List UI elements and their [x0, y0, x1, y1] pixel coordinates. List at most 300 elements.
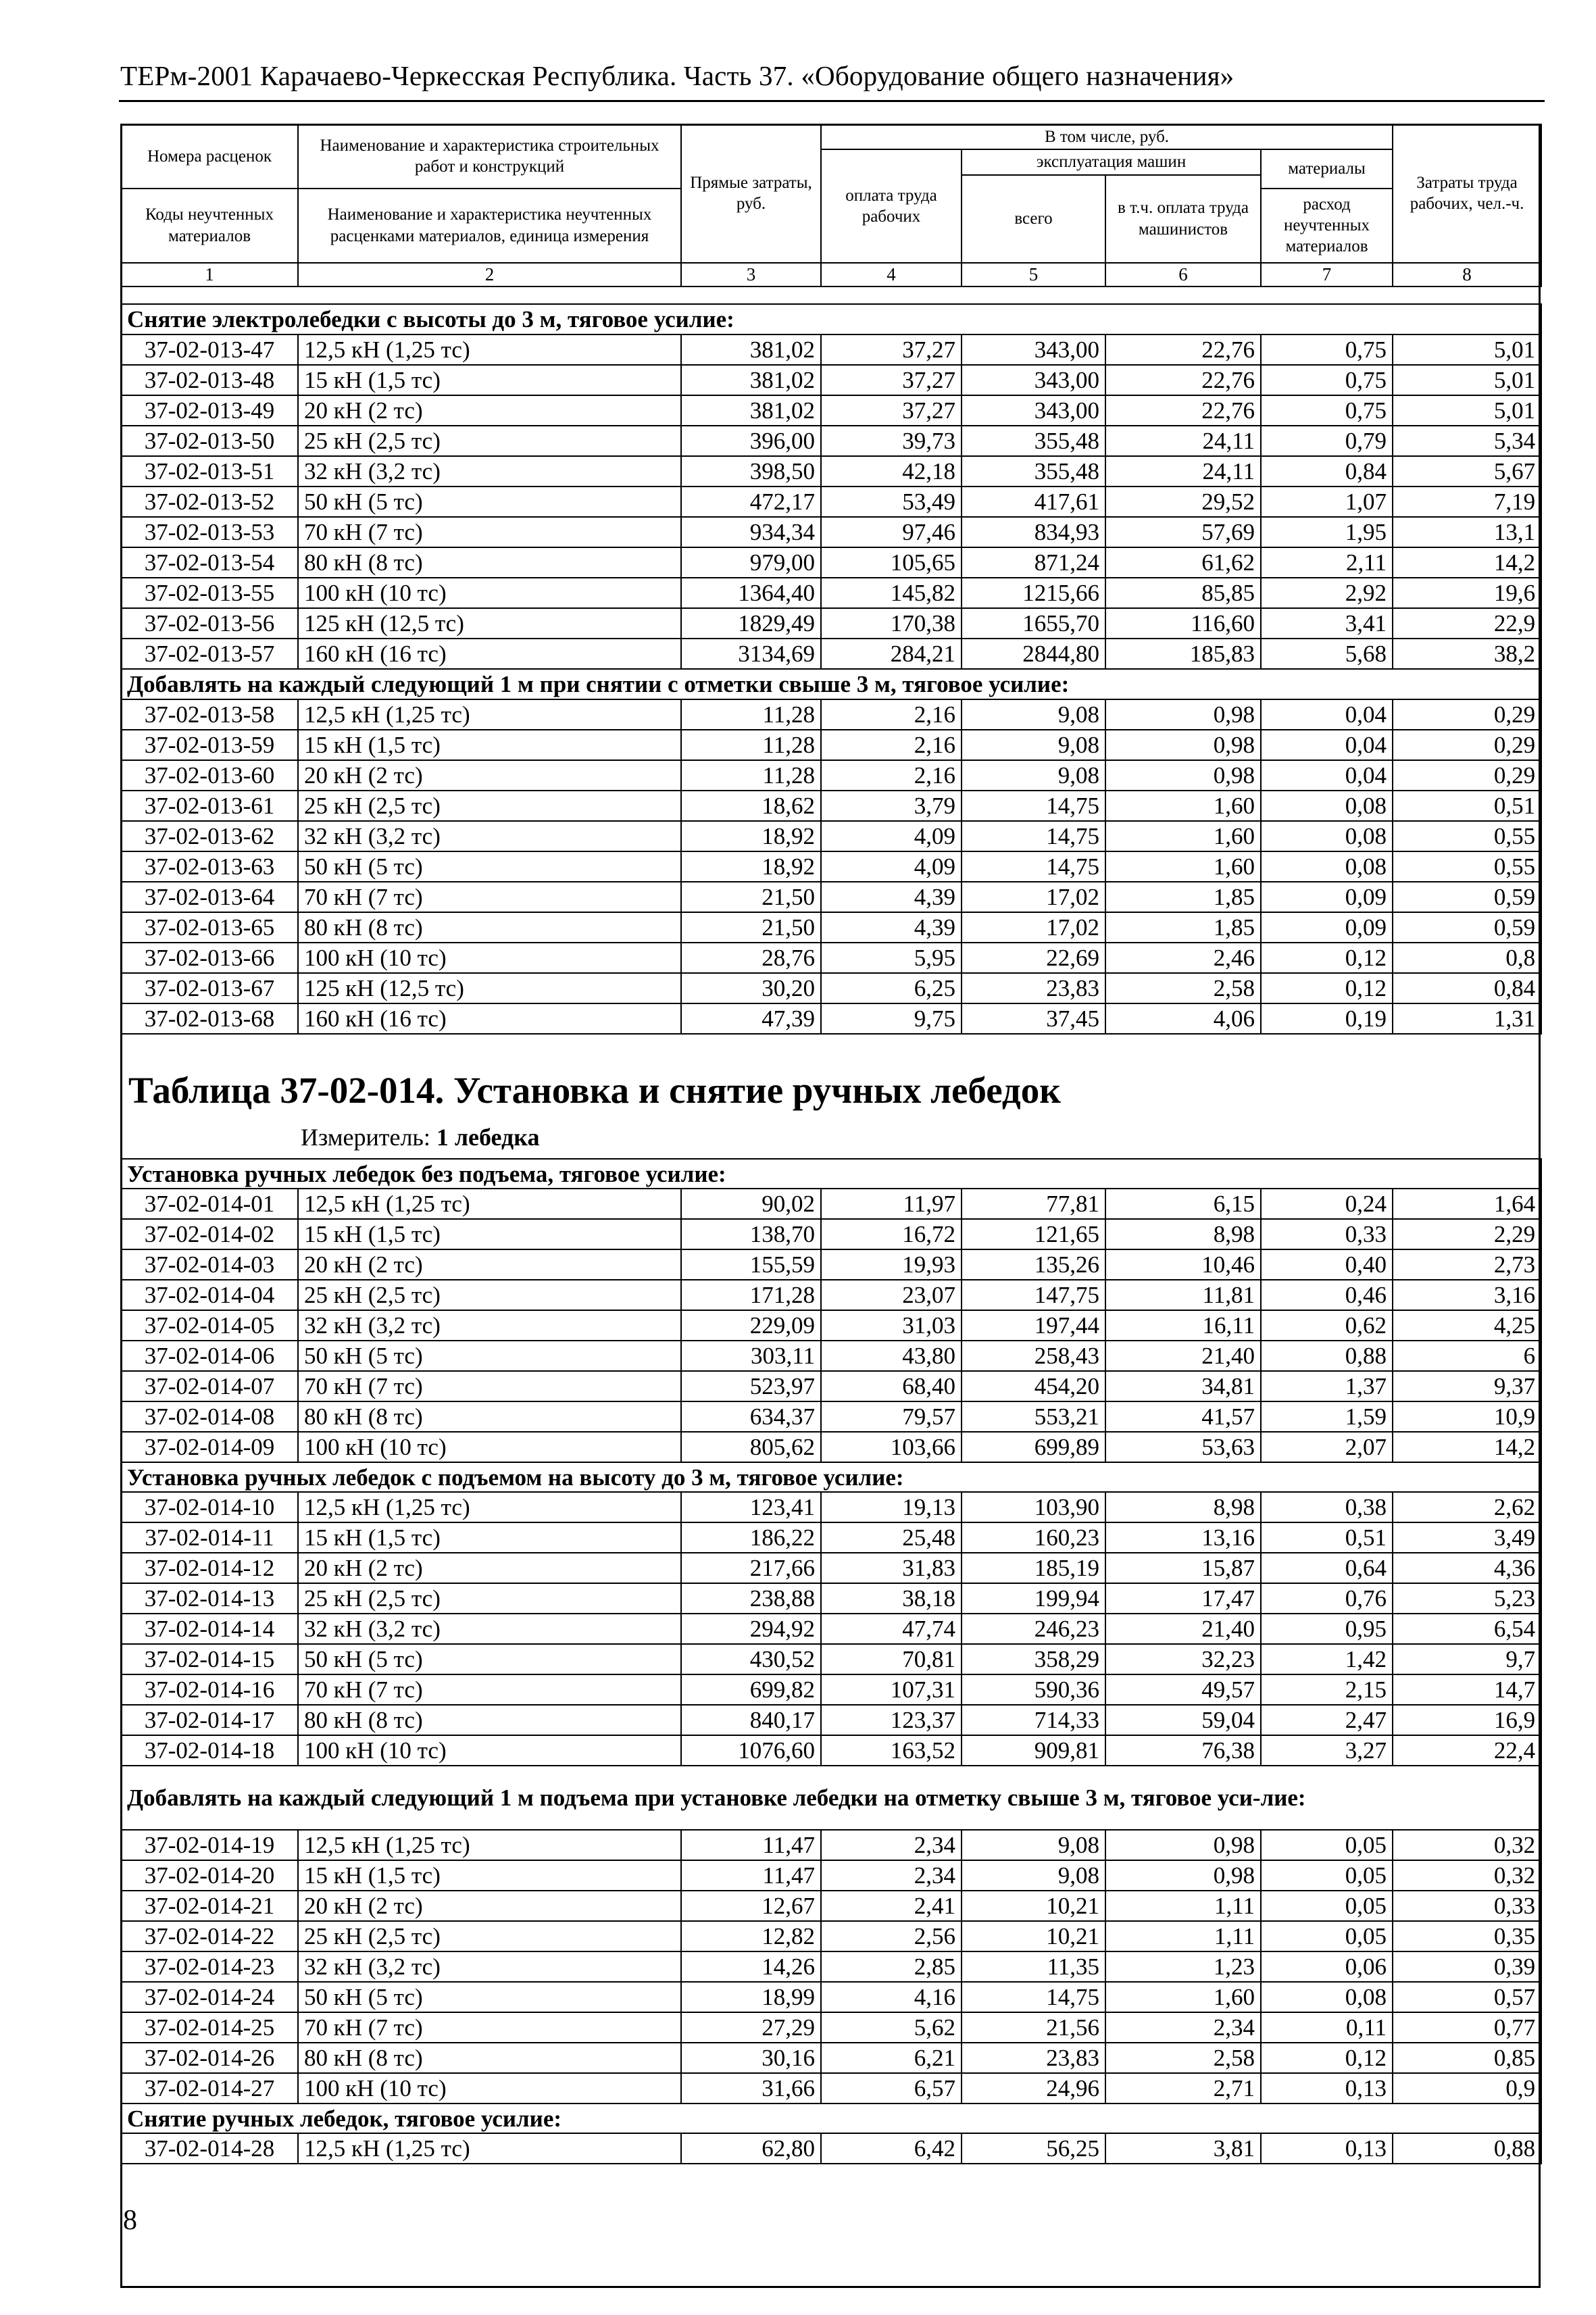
- materials-consumption: 0,08: [1261, 1982, 1393, 2012]
- table-row: [121, 1189, 1541, 1219]
- rate-code: 37-02-014-07: [121, 1371, 298, 1401]
- rate-code: 37-02-014-11: [121, 1522, 298, 1553]
- rate-code: 37-02-013-65: [121, 912, 298, 943]
- header-material-codes: Коды неучтенных материалов: [121, 189, 298, 263]
- column-number: 1: [121, 263, 298, 287]
- table-row: [121, 456, 1541, 487]
- materials-consumption: 0,12: [1261, 2043, 1393, 2073]
- header-including: В том числе, руб.: [821, 124, 1393, 149]
- table-row: [121, 1705, 1541, 1735]
- header-material-names: Наименование и характеристика неучтенных расценками материалов, единица измерения: [298, 189, 681, 263]
- labor-costs: 2,62: [1393, 1492, 1541, 1522]
- rate-code: 37-02-013-48: [121, 365, 298, 395]
- labor-costs: 10,9: [1393, 1401, 1541, 1432]
- table-row: [121, 608, 1541, 639]
- machinists-pay: 11,81: [1105, 1280, 1261, 1310]
- materials-consumption: 0,75: [1261, 395, 1393, 426]
- rate-code: 37-02-014-19: [121, 1830, 298, 1860]
- machinists-pay: 49,57: [1105, 1674, 1261, 1705]
- direct-costs: 47,39: [681, 1003, 821, 1034]
- work-description: 100 кН (10 тс): [298, 2073, 681, 2104]
- labor-costs: 13,1: [1393, 517, 1541, 547]
- workers-pay: 16,72: [821, 1219, 962, 1249]
- machines-total: 9,08: [962, 730, 1105, 760]
- work-description: 15 кН (1,5 тс): [298, 1522, 681, 1553]
- machinists-pay: 10,46: [1105, 1249, 1261, 1280]
- machines-total: 22,69: [962, 943, 1105, 973]
- workers-pay: 4,09: [821, 851, 962, 882]
- table-row: [121, 1674, 1541, 1705]
- workers-pay: 4,16: [821, 1982, 962, 2012]
- materials-consumption: 1,37: [1261, 1371, 1393, 1401]
- direct-costs: 1076,60: [681, 1735, 821, 1766]
- direct-costs: 11,28: [681, 699, 821, 730]
- machines-total: 147,75: [962, 1280, 1105, 1310]
- section-header-row: [121, 669, 1541, 699]
- work-description: 25 кН (2,5 тс): [298, 791, 681, 821]
- table-row: [121, 1371, 1541, 1401]
- machines-total: 10,21: [962, 1921, 1105, 1951]
- table-row: [121, 1614, 1541, 1644]
- rate-code: 37-02-014-24: [121, 1982, 298, 2012]
- machinists-pay: 8,98: [1105, 1492, 1261, 1522]
- column-number: 4: [821, 263, 962, 287]
- workers-pay: 19,93: [821, 1249, 962, 1280]
- workers-pay: 9,75: [821, 1003, 962, 1034]
- machinists-pay: 17,47: [1105, 1583, 1261, 1614]
- materials-consumption: 0,12: [1261, 943, 1393, 973]
- labor-costs: 5,01: [1393, 365, 1541, 395]
- direct-costs: 934,34: [681, 517, 821, 547]
- labor-costs: 22,9: [1393, 608, 1541, 639]
- workers-pay: 4,39: [821, 912, 962, 943]
- table-row: [121, 1280, 1541, 1310]
- materials-consumption: 0,62: [1261, 1310, 1393, 1341]
- materials-consumption: 1,59: [1261, 1401, 1393, 1432]
- workers-pay: 2,56: [821, 1921, 962, 1951]
- workers-pay: 107,31: [821, 1674, 962, 1705]
- machinists-pay: 59,04: [1105, 1705, 1261, 1735]
- machines-total: 14,75: [962, 1982, 1105, 2012]
- direct-costs: 1364,40: [681, 578, 821, 608]
- table-row: [121, 1492, 1541, 1522]
- work-description: 100 кН (10 тс): [298, 578, 681, 608]
- rate-code: 37-02-014-09: [121, 1432, 298, 1462]
- direct-costs: 634,37: [681, 1401, 821, 1432]
- header-rate-numbers: Номера расценок: [121, 124, 298, 189]
- work-description: 160 кН (16 тс): [298, 639, 681, 669]
- labor-costs: 5,67: [1393, 456, 1541, 487]
- materials-consumption: 0,75: [1261, 334, 1393, 365]
- materials-consumption: 0,12: [1261, 973, 1393, 1003]
- rate-code: 37-02-013-63: [121, 851, 298, 882]
- workers-pay: 170,38: [821, 608, 962, 639]
- work-description: 32 кН (3,2 тс): [298, 1951, 681, 1982]
- section-title: Установка ручных лебедок с подъемом на высоту до 3 м, тяговое усилие:: [121, 1462, 1541, 1492]
- materials-consumption: 5,68: [1261, 639, 1393, 669]
- materials-consumption: 0,19: [1261, 1003, 1393, 1034]
- labor-costs: 0,51: [1393, 791, 1541, 821]
- rate-code: 37-02-014-02: [121, 1219, 298, 1249]
- materials-consumption: 0,13: [1261, 2073, 1393, 2104]
- rate-code: 37-02-014-18: [121, 1735, 298, 1766]
- direct-costs: 18,92: [681, 821, 821, 851]
- direct-costs: 472,17: [681, 487, 821, 517]
- materials-consumption: 0,06: [1261, 1951, 1393, 1982]
- column-number: 8: [1393, 263, 1541, 287]
- work-description: 80 кН (8 тс): [298, 2043, 681, 2073]
- labor-costs: 0,29: [1393, 730, 1541, 760]
- labor-costs: 0,29: [1393, 699, 1541, 730]
- labor-costs: 6,54: [1393, 1614, 1541, 1644]
- workers-pay: 37,27: [821, 395, 962, 426]
- materials-consumption: 0,09: [1261, 912, 1393, 943]
- machinists-pay: 21,40: [1105, 1341, 1261, 1371]
- labor-costs: 0,32: [1393, 1830, 1541, 1860]
- labor-costs: 5,34: [1393, 426, 1541, 456]
- machinists-pay: 57,69: [1105, 517, 1261, 547]
- direct-costs: 11,28: [681, 760, 821, 791]
- section-header-row: [121, 304, 1541, 334]
- machinists-pay: 1,60: [1105, 1982, 1261, 2012]
- labor-costs: 2,73: [1393, 1249, 1541, 1280]
- materials-consumption: 0,05: [1261, 1921, 1393, 1951]
- materials-consumption: 0,38: [1261, 1492, 1393, 1522]
- rate-code: 37-02-013-60: [121, 760, 298, 791]
- labor-costs: 0,9: [1393, 2073, 1541, 2104]
- materials-consumption: 0,04: [1261, 699, 1393, 730]
- rate-code: 37-02-013-67: [121, 973, 298, 1003]
- workers-pay: 37,27: [821, 365, 962, 395]
- rate-code: 37-02-014-06: [121, 1341, 298, 1371]
- workers-pay: 6,25: [821, 973, 962, 1003]
- materials-consumption: 2,11: [1261, 547, 1393, 578]
- direct-costs: 155,59: [681, 1249, 821, 1280]
- materials-consumption: 0,09: [1261, 882, 1393, 912]
- section-title: Снятие ручных лебедок, тяговое усилие:: [121, 2104, 1541, 2133]
- machinists-pay: 32,23: [1105, 1644, 1261, 1674]
- work-description: 20 кН (2 тс): [298, 1891, 681, 1921]
- machines-total: 199,94: [962, 1583, 1105, 1614]
- machinists-pay: 22,76: [1105, 395, 1261, 426]
- machines-total: 135,26: [962, 1249, 1105, 1280]
- materials-consumption: 0,13: [1261, 2133, 1393, 2164]
- workers-pay: 31,83: [821, 1553, 962, 1583]
- rate-code: 37-02-013-49: [121, 395, 298, 426]
- labor-costs: 0,32: [1393, 1860, 1541, 1891]
- labor-costs: 0,35: [1393, 1921, 1541, 1951]
- labor-costs: 16,9: [1393, 1705, 1541, 1735]
- direct-costs: 979,00: [681, 547, 821, 578]
- labor-costs: 0,55: [1393, 851, 1541, 882]
- rate-code: 37-02-014-04: [121, 1280, 298, 1310]
- machines-total: 77,81: [962, 1189, 1105, 1219]
- work-description: 25 кН (2,5 тс): [298, 426, 681, 456]
- materials-consumption: 2,47: [1261, 1705, 1393, 1735]
- machines-total: 343,00: [962, 365, 1105, 395]
- work-description: 70 кН (7 тс): [298, 1371, 681, 1401]
- direct-costs: 1829,49: [681, 608, 821, 639]
- work-description: 25 кН (2,5 тс): [298, 1280, 681, 1310]
- rate-code: 37-02-013-58: [121, 699, 298, 730]
- machines-total: 1215,66: [962, 578, 1105, 608]
- rate-code: 37-02-013-62: [121, 821, 298, 851]
- machines-total: 343,00: [962, 395, 1105, 426]
- materials-consumption: 0,95: [1261, 1614, 1393, 1644]
- direct-costs: 3134,69: [681, 639, 821, 669]
- rate-code: 37-02-014-05: [121, 1310, 298, 1341]
- workers-pay: 2,34: [821, 1860, 962, 1891]
- work-description: 80 кН (8 тс): [298, 547, 681, 578]
- materials-consumption: 0,24: [1261, 1189, 1393, 1219]
- work-description: 70 кН (7 тс): [298, 1674, 681, 1705]
- workers-pay: 6,57: [821, 2073, 962, 2104]
- machines-total: 9,08: [962, 760, 1105, 791]
- direct-costs: 18,92: [681, 851, 821, 882]
- machinists-pay: 41,57: [1105, 1401, 1261, 1432]
- materials-consumption: 0,08: [1261, 821, 1393, 851]
- header-work-name: Наименование и характеристика строительных работ и конструкций: [298, 124, 681, 189]
- labor-costs: 0,33: [1393, 1891, 1541, 1921]
- labor-costs: 0,59: [1393, 912, 1541, 943]
- direct-costs: 217,66: [681, 1553, 821, 1583]
- labor-costs: 5,01: [1393, 395, 1541, 426]
- workers-pay: 11,97: [821, 1189, 962, 1219]
- machines-total: 23,83: [962, 2043, 1105, 2073]
- machinists-pay: 0,98: [1105, 730, 1261, 760]
- direct-costs: 62,80: [681, 2133, 821, 2164]
- direct-costs: 30,16: [681, 2043, 821, 2073]
- labor-costs: 0,84: [1393, 973, 1541, 1003]
- workers-pay: 6,42: [821, 2133, 962, 2164]
- table-row: [121, 1644, 1541, 1674]
- rate-code: 37-02-013-54: [121, 547, 298, 578]
- machines-total: 358,29: [962, 1644, 1105, 1674]
- machinists-pay: 16,11: [1105, 1310, 1261, 1341]
- table-row: [121, 1401, 1541, 1432]
- machinists-pay: 76,38: [1105, 1735, 1261, 1766]
- workers-pay: 2,85: [821, 1951, 962, 1982]
- machinists-pay: 15,87: [1105, 1553, 1261, 1583]
- labor-costs: 9,7: [1393, 1644, 1541, 1674]
- workers-pay: 68,40: [821, 1371, 962, 1401]
- table-row: [121, 1341, 1541, 1371]
- page-number: 8: [123, 2205, 137, 2236]
- work-description: 50 кН (5 тс): [298, 487, 681, 517]
- machinists-pay: 1,23: [1105, 1951, 1261, 1982]
- section-header-row: [121, 2104, 1541, 2133]
- machinists-pay: 1,60: [1105, 821, 1261, 851]
- work-description: 80 кН (8 тс): [298, 1705, 681, 1735]
- table-row: [121, 547, 1541, 578]
- workers-pay: 284,21: [821, 639, 962, 669]
- direct-costs: 523,97: [681, 1371, 821, 1401]
- workers-pay: 2,34: [821, 1830, 962, 1860]
- rate-code: 37-02-014-16: [121, 1674, 298, 1705]
- labor-costs: 2,29: [1393, 1219, 1541, 1249]
- workers-pay: 97,46: [821, 517, 962, 547]
- workers-pay: 4,09: [821, 821, 962, 851]
- materials-consumption: 1,07: [1261, 487, 1393, 517]
- machines-total: 553,21: [962, 1401, 1105, 1432]
- machines-total: 699,89: [962, 1432, 1105, 1462]
- table-row: [121, 912, 1541, 943]
- direct-costs: 229,09: [681, 1310, 821, 1341]
- rate-code: 37-02-014-10: [121, 1492, 298, 1522]
- materials-consumption: 0,04: [1261, 760, 1393, 791]
- materials-consumption: 3,41: [1261, 608, 1393, 639]
- machines-total: 17,02: [962, 882, 1105, 912]
- direct-costs: 294,92: [681, 1614, 821, 1644]
- machines-total: 355,48: [962, 426, 1105, 456]
- machines-total: 9,08: [962, 1860, 1105, 1891]
- labor-costs: 5,23: [1393, 1583, 1541, 1614]
- rate-code: 37-02-014-17: [121, 1705, 298, 1735]
- section-title: Установка ручных лебедок без подъема, тяговое усилие:: [121, 1159, 1541, 1189]
- section-header-row: [121, 1462, 1541, 1492]
- machinists-pay: 2,58: [1105, 2043, 1261, 2073]
- table-row: [121, 1522, 1541, 1553]
- workers-pay: 5,62: [821, 2012, 962, 2043]
- table-row: [121, 1735, 1541, 1766]
- work-description: 80 кН (8 тс): [298, 912, 681, 943]
- machinists-pay: 13,16: [1105, 1522, 1261, 1553]
- machines-total: 56,25: [962, 2133, 1105, 2164]
- machinists-pay: 85,85: [1105, 578, 1261, 608]
- labor-costs: 4,25: [1393, 1310, 1541, 1341]
- table-row: [121, 882, 1541, 912]
- rate-code: 37-02-014-21: [121, 1891, 298, 1921]
- direct-costs: 11,28: [681, 730, 821, 760]
- labor-costs: 38,2: [1393, 639, 1541, 669]
- table-row: [121, 1249, 1541, 1280]
- workers-pay: 70,81: [821, 1644, 962, 1674]
- unit-value: 1 лебедка: [436, 1124, 540, 1151]
- table-row: [121, 1432, 1541, 1462]
- direct-costs: 805,62: [681, 1432, 821, 1462]
- direct-costs: 186,22: [681, 1522, 821, 1553]
- work-description: 50 кН (5 тс): [298, 1644, 681, 1674]
- work-description: 125 кН (12,5 тс): [298, 608, 681, 639]
- direct-costs: 396,00: [681, 426, 821, 456]
- work-description: 12,5 кН (1,25 тс): [298, 1189, 681, 1219]
- rates-table-014: [120, 1158, 1542, 2164]
- section-header-row: [121, 1159, 1541, 1189]
- materials-consumption: 0,64: [1261, 1553, 1393, 1583]
- direct-costs: 31,66: [681, 2073, 821, 2104]
- machines-total: 909,81: [962, 1735, 1105, 1766]
- workers-pay: 3,79: [821, 791, 962, 821]
- rate-code: 37-02-013-68: [121, 1003, 298, 1034]
- rate-code: 37-02-014-25: [121, 2012, 298, 2043]
- work-description: 32 кН (3,2 тс): [298, 1614, 681, 1644]
- machinists-pay: 4,06: [1105, 1003, 1261, 1034]
- work-description: 32 кН (3,2 тс): [298, 1310, 681, 1341]
- rate-code: 37-02-014-08: [121, 1401, 298, 1432]
- work-description: 70 кН (7 тс): [298, 517, 681, 547]
- materials-consumption: 0,40: [1261, 1249, 1393, 1280]
- machines-total: 23,83: [962, 973, 1105, 1003]
- unit-of-measure: [301, 1123, 539, 1151]
- direct-costs: 90,02: [681, 1189, 821, 1219]
- section-title: Добавлять на каждый следующий 1 м подъема при установке лебедки на отметку свыше 3 м, тяговое уси-лие:: [121, 1766, 1541, 1830]
- rate-code: 37-02-013-53: [121, 517, 298, 547]
- table-header: [120, 124, 1542, 287]
- direct-costs: 381,02: [681, 395, 821, 426]
- table-row: [121, 973, 1541, 1003]
- direct-costs: 12,82: [681, 1921, 821, 1951]
- machinists-pay: 2,46: [1105, 943, 1261, 973]
- materials-consumption: 0,08: [1261, 851, 1393, 882]
- work-description: 12,5 кН (1,25 тс): [298, 699, 681, 730]
- work-description: 20 кН (2 тс): [298, 1249, 681, 1280]
- machinists-pay: 24,11: [1105, 426, 1261, 456]
- labor-costs: 3,16: [1393, 1280, 1541, 1310]
- direct-costs: 11,47: [681, 1830, 821, 1860]
- table-row: [121, 1553, 1541, 1583]
- machines-total: 185,19: [962, 1553, 1105, 1583]
- machinists-pay: 34,81: [1105, 1371, 1261, 1401]
- column-number: 2: [298, 263, 681, 287]
- rate-code: 37-02-013-52: [121, 487, 298, 517]
- work-description: 12,5 кН (1,25 тс): [298, 1830, 681, 1860]
- machines-total: 121,65: [962, 1219, 1105, 1249]
- materials-consumption: 2,92: [1261, 578, 1393, 608]
- workers-pay: 105,65: [821, 547, 962, 578]
- header-machine-operation: эксплуатация машин: [962, 149, 1261, 174]
- machines-total: 11,35: [962, 1951, 1105, 1982]
- machines-total: 37,45: [962, 1003, 1105, 1034]
- materials-consumption: 3,27: [1261, 1735, 1393, 1766]
- rate-code: 37-02-013-57: [121, 639, 298, 669]
- materials-consumption: 1,95: [1261, 517, 1393, 547]
- direct-costs: 18,62: [681, 791, 821, 821]
- direct-costs: 18,99: [681, 1982, 821, 2012]
- direct-costs: 30,20: [681, 973, 821, 1003]
- table-row: [121, 2133, 1541, 2164]
- labor-costs: 0,8: [1393, 943, 1541, 973]
- machinists-pay: 1,11: [1105, 1921, 1261, 1951]
- machinists-pay: 1,60: [1105, 851, 1261, 882]
- materials-consumption: 0,79: [1261, 426, 1393, 456]
- labor-costs: 3,49: [1393, 1522, 1541, 1553]
- rate-code: 37-02-014-22: [121, 1921, 298, 1951]
- direct-costs: 27,29: [681, 2012, 821, 2043]
- header-unaccounted-materials: расход неучтенных материалов: [1261, 189, 1393, 263]
- materials-consumption: 0,84: [1261, 456, 1393, 487]
- table-row: [121, 1830, 1541, 1860]
- table-row: [121, 1860, 1541, 1891]
- machines-total: 343,00: [962, 334, 1105, 365]
- workers-pay: 103,66: [821, 1432, 962, 1462]
- work-description: 15 кН (1,5 тс): [298, 365, 681, 395]
- work-description: 125 кН (12,5 тс): [298, 973, 681, 1003]
- table-row: [121, 1891, 1541, 1921]
- header-workers-pay: оплата труда рабочих: [821, 149, 962, 262]
- direct-costs: 12,67: [681, 1891, 821, 1921]
- table-row: [121, 1583, 1541, 1614]
- materials-consumption: 0,04: [1261, 730, 1393, 760]
- header-direct-costs: Прямые затраты, руб.: [681, 124, 821, 263]
- rate-code: 37-02-014-03: [121, 1249, 298, 1280]
- workers-pay: 47,74: [821, 1614, 962, 1644]
- labor-costs: 7,19: [1393, 487, 1541, 517]
- labor-costs: 14,7: [1393, 1674, 1541, 1705]
- table-row: [121, 1921, 1541, 1951]
- rate-code: 37-02-014-26: [121, 2043, 298, 2073]
- machinists-pay: 0,98: [1105, 760, 1261, 791]
- direct-costs: 14,26: [681, 1951, 821, 1982]
